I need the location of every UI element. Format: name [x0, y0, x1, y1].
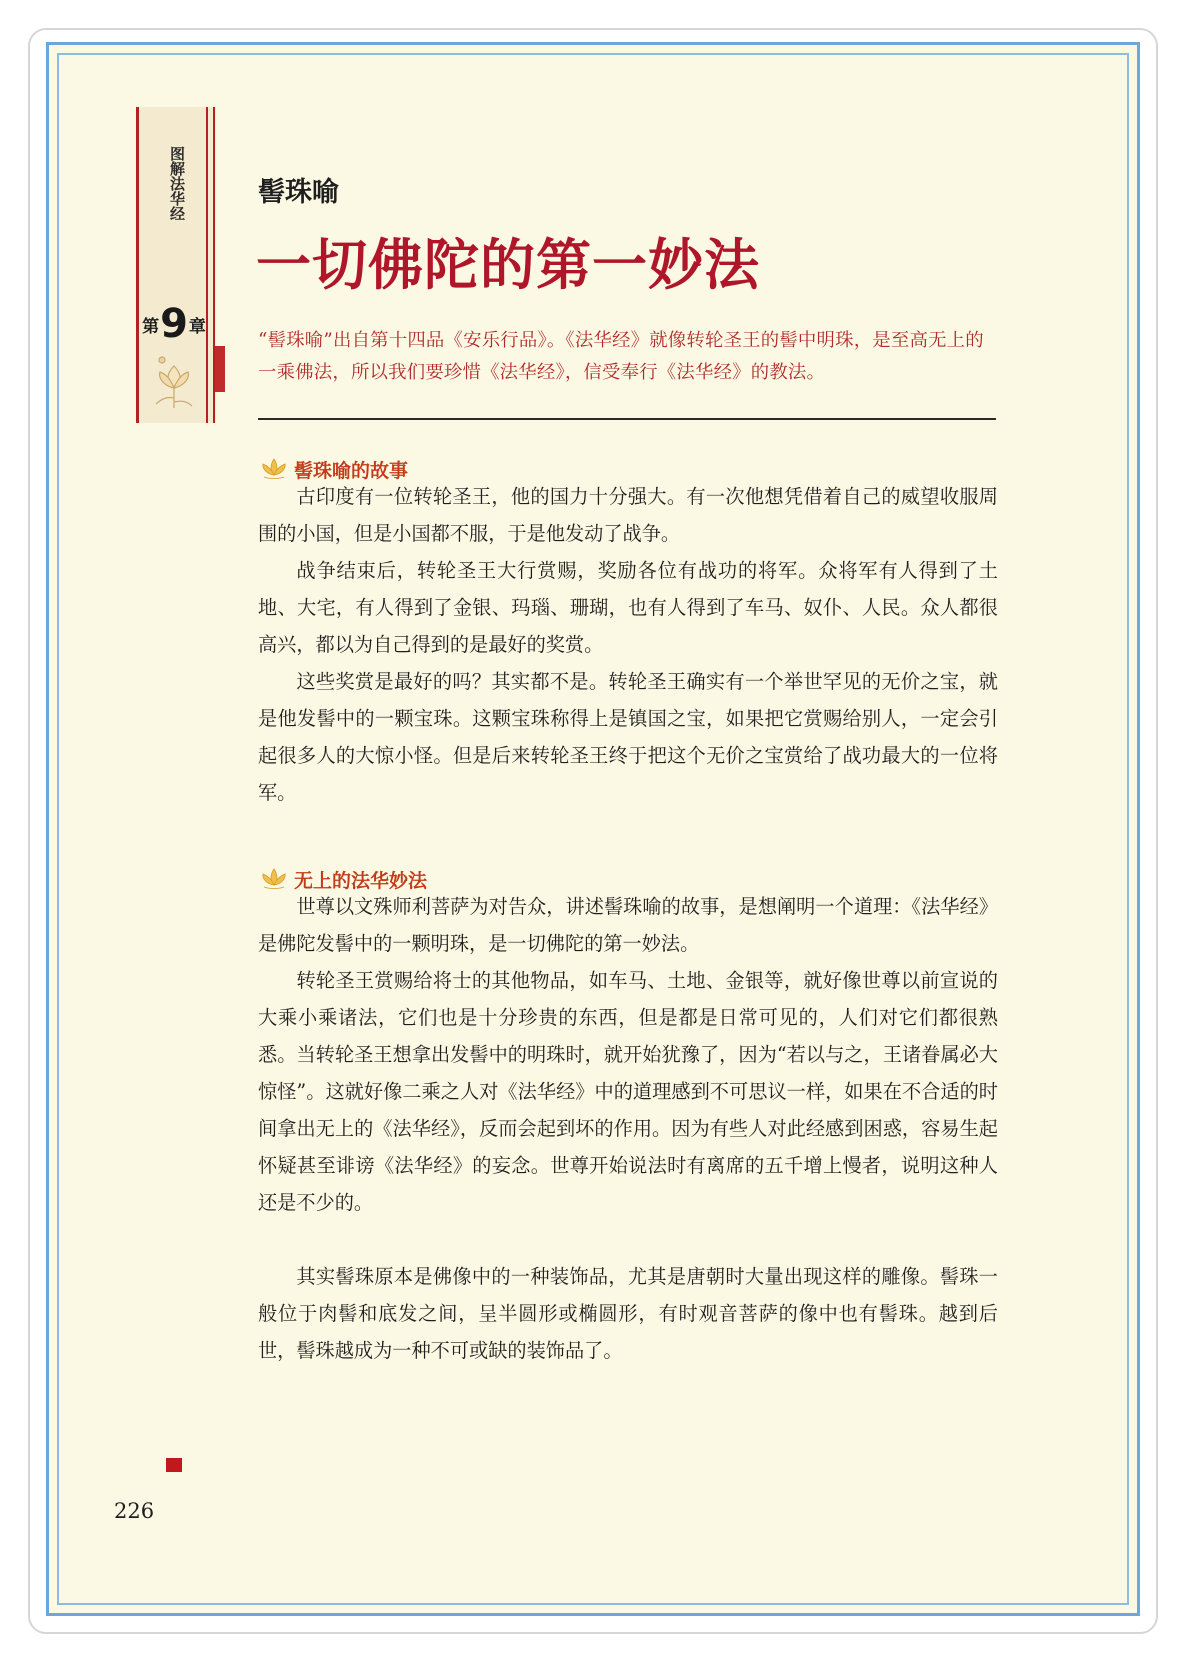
- spine-red-marker: [215, 346, 225, 392]
- paragraph: 这些奖赏是最好的吗？其实都不是。转轮圣王确实有一个举世罕见的无价之宝，就是他发髻中的一颗宝珠。这颗宝珠称得上是镇国之宝，如果把它赏赐给别人，一定会引起很多人的大惊小怪。但是后来转轮圣王终于把这个无价之宝赏给了战功最大的一位将军。: [258, 670, 998, 804]
- chapter-label: [141, 300, 207, 348]
- header-divider: [258, 418, 996, 420]
- intro-text: “髻珠喻”出自第十四品《安乐行品》。《法华经》就像转轮圣王的髻中明珠，是至高无上的一乘佛法，所以我们要珍惜《法华经》，信受奉行《法华经》的教法。: [258, 330, 984, 383]
- section-heading-text: 髻珠喻的故事: [294, 459, 409, 482]
- chapter-suffix: 章: [188, 316, 206, 337]
- book-title: 图解法华经: [168, 146, 186, 221]
- page-marker: [166, 1458, 182, 1472]
- paragraph: 战争结束后，转轮圣王大行赏赐，奖励各位有战功的将军。众将军有人得到了土地、大宅，有人得到了金银、玛瑙、珊瑚，也有人得到了车马、奴仆、人民。众人都很高兴，都以为自己得到的是最好的奖赏。: [258, 559, 998, 656]
- section-heading-text: 无上的法华妙法: [294, 869, 428, 892]
- lotus-drawing: [146, 352, 202, 410]
- paragraph: 世尊以文殊师利菩萨为对告众，讲述髻珠喻的故事，是想阐明一个道理：《法华经》是佛陀发髻中的一颗明珠，是一切佛陀的第一妙法。: [258, 895, 998, 955]
- page-title: 一切佛陀的第一妙法: [256, 232, 761, 297]
- paragraph: 转轮圣王赏赐给将士的其他物品，如车马、土地、金银等，就好像世尊以前宣说的大乘小乘诸法，它们也是十分珍贵的东西，但是都是日常可见的，人们对它们都很熟悉。当转轮圣王想拿出发髻中的明珠时，就开始犹豫了，因为“若以与之，王诸眷属必大惊怪”。这就好像二乘之人对《法华经》中的道理感到不可思议一样，如果在不合适的时间拿出无上的《法华经》，反而会起到坏的作用。因为有些人对此经感到困惑，容易生起怀疑甚至诽谤《法华经》的妄念。世尊开始说法时有离席的五千增上慢者，说明这种人还是不少的。: [258, 969, 998, 1214]
- paragraph: 其实髻珠原本是佛像中的一种装饰品，尤其是唐朝时大量出现这样的雕像。髻珠一般位于肉髻和底发之间，呈半圆形或椭圆形，有时观音菩萨的像中也有髻珠。越到后世，髻珠越成为一种不可或缺的装饰品了。: [258, 1265, 998, 1362]
- spine-rule-right: [206, 107, 208, 423]
- spine-rule-left: [136, 107, 139, 423]
- page-number: 226: [114, 1499, 155, 1523]
- section-subtitle: 髻珠喻: [258, 177, 339, 208]
- paragraph: 古印度有一位转轮圣王，他的国力十分强大。有一次他想凭借着自己的威望收服周围的小国，但是小国都不服，于是他发动了战争。: [258, 485, 998, 545]
- chapter-number: 9: [160, 301, 188, 347]
- chapter-prefix: 第: [142, 316, 160, 337]
